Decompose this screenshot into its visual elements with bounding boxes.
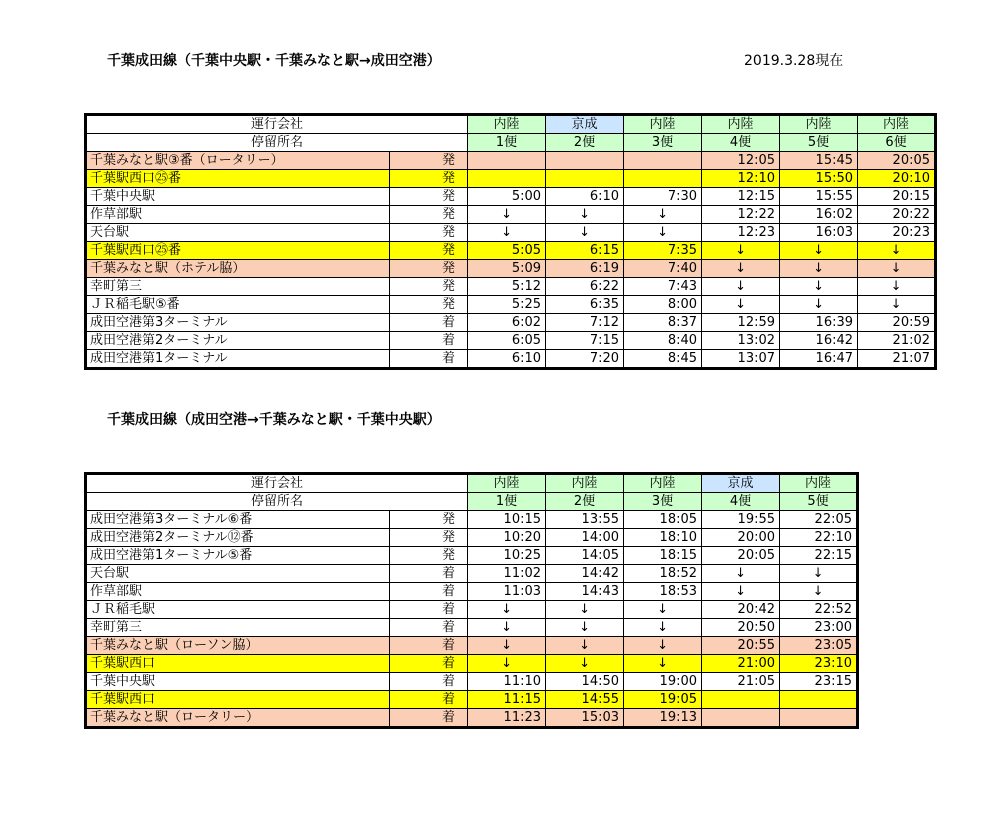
time-cell: 21:00	[702, 655, 780, 673]
time-cell: 11:15	[468, 691, 546, 709]
time-cell	[546, 170, 624, 188]
time-cell: 8:40	[624, 332, 702, 350]
table-row	[86, 332, 936, 350]
table-row	[86, 206, 936, 224]
time-cell: ↓	[780, 296, 858, 314]
time-cell: 6:10	[468, 350, 546, 369]
arrive-depart-mark: 発	[390, 511, 468, 529]
table-row	[86, 296, 936, 314]
table-row	[86, 242, 936, 260]
time-cell: 12:59	[702, 314, 780, 332]
time-cell: ↓	[468, 655, 546, 673]
stop-name: 作草部駅	[86, 583, 390, 601]
time-cell: 22:05	[780, 511, 858, 529]
time-cell: 12:15	[702, 188, 780, 206]
time-cell: 10:20	[468, 529, 546, 547]
as-of-date: 2019.3.28現在	[744, 53, 844, 69]
time-cell: ↓	[624, 637, 702, 655]
time-cell: ↓	[624, 224, 702, 242]
time-cell	[780, 691, 858, 709]
time-cell: 5:09	[468, 260, 546, 278]
arrive-depart-mark: 発	[390, 547, 468, 565]
bin-cell: 5便	[780, 493, 858, 511]
arrive-depart-mark: 発	[390, 260, 468, 278]
stop-name: 成田空港第2ターミナル⑫番	[86, 529, 390, 547]
time-cell: ↓	[624, 206, 702, 224]
arrive-depart-mark: 着	[390, 655, 468, 673]
arrive-depart-mark: 発	[390, 224, 468, 242]
time-cell	[624, 152, 702, 170]
time-cell: 11:10	[468, 673, 546, 691]
bin-cell: 3便	[624, 134, 702, 152]
time-cell: 16:03	[780, 224, 858, 242]
bin-cell: 6便	[858, 134, 936, 152]
stop-name: 成田空港第3ターミナル⑥番	[86, 511, 390, 529]
stop-name: 千葉みなと駅（ローソン脇）	[86, 637, 390, 655]
table-row	[86, 170, 936, 188]
time-cell: 5:12	[468, 278, 546, 296]
header-company-label: 運行会社	[86, 115, 468, 134]
time-cell: 6:05	[468, 332, 546, 350]
arrive-depart-mark: 着	[390, 637, 468, 655]
time-cell: 13:02	[702, 332, 780, 350]
time-cell: 20:42	[702, 601, 780, 619]
time-cell: 18:15	[624, 547, 702, 565]
time-cell: ↓	[468, 637, 546, 655]
table-row	[86, 278, 936, 296]
company-cell: 内陸	[624, 474, 702, 493]
time-cell: ↓	[858, 260, 936, 278]
time-cell	[702, 709, 780, 728]
stop-name: 幸町第三	[86, 278, 390, 296]
arrive-depart-mark: 着	[390, 709, 468, 728]
time-cell: 18:53	[624, 583, 702, 601]
table-row	[86, 152, 936, 170]
company-cell: 京成	[546, 115, 624, 134]
time-cell: ↓	[624, 655, 702, 673]
time-cell: 20:00	[702, 529, 780, 547]
time-cell: 10:25	[468, 547, 546, 565]
time-cell: 23:10	[780, 655, 858, 673]
table-row	[86, 619, 858, 637]
arrive-depart-mark: 着	[390, 619, 468, 637]
time-cell: ↓	[858, 278, 936, 296]
time-cell: 22:15	[780, 547, 858, 565]
arrive-depart-mark: 着	[390, 565, 468, 583]
time-cell: 20:55	[702, 637, 780, 655]
company-cell: 内陸	[546, 474, 624, 493]
time-cell: 14:50	[546, 673, 624, 691]
stop-name: 成田空港第2ターミナル	[86, 332, 390, 350]
time-cell: ↓	[546, 619, 624, 637]
time-cell: 23:15	[780, 673, 858, 691]
time-cell: ↓	[702, 260, 780, 278]
header-row-company	[86, 474, 858, 493]
time-cell: ↓	[780, 260, 858, 278]
stop-name: 天台駅	[86, 565, 390, 583]
stop-name: ＪＲ稲毛駅	[86, 601, 390, 619]
time-cell: 5:00	[468, 188, 546, 206]
company-cell: 内陸	[468, 115, 546, 134]
stop-name: 成田空港第1ターミナル	[86, 350, 390, 369]
stop-name: 千葉中央駅	[86, 673, 390, 691]
time-cell: ↓	[546, 637, 624, 655]
table-row	[86, 350, 936, 369]
header-stop-label: 停留所名	[86, 134, 468, 152]
arrive-depart-mark: 発	[390, 296, 468, 314]
header-company-label: 運行会社	[86, 474, 468, 493]
arrive-depart-mark: 着	[390, 673, 468, 691]
stop-name: 成田空港第3ターミナル	[86, 314, 390, 332]
time-cell: 7:35	[624, 242, 702, 260]
time-cell: ↓	[702, 242, 780, 260]
table-row	[86, 511, 858, 529]
table-row	[86, 655, 858, 673]
time-cell: 12:23	[702, 224, 780, 242]
table-row	[86, 260, 936, 278]
time-cell: 15:45	[780, 152, 858, 170]
arrive-depart-mark: 着	[390, 583, 468, 601]
time-cell: ↓	[780, 565, 858, 583]
table-row	[86, 188, 936, 206]
company-cell: 京成	[702, 474, 780, 493]
time-cell: 6:35	[546, 296, 624, 314]
bin-cell: 5便	[780, 134, 858, 152]
time-cell: 16:42	[780, 332, 858, 350]
time-cell: ↓	[546, 206, 624, 224]
arrive-depart-mark: 着	[390, 691, 468, 709]
stop-name: 作草部駅	[86, 206, 390, 224]
table-row	[86, 709, 858, 728]
table-row	[86, 601, 858, 619]
company-cell: 内陸	[780, 115, 858, 134]
time-cell: 23:05	[780, 637, 858, 655]
stop-name: ＪＲ稲毛駅⑤番	[86, 296, 390, 314]
time-cell: 6:19	[546, 260, 624, 278]
time-cell: ↓	[468, 224, 546, 242]
time-cell: ↓	[702, 278, 780, 296]
time-cell: 7:15	[546, 332, 624, 350]
stop-name: 千葉駅西口	[86, 691, 390, 709]
time-cell: 18:52	[624, 565, 702, 583]
time-cell: 14:43	[546, 583, 624, 601]
time-cell: 15:03	[546, 709, 624, 728]
time-cell: 5:25	[468, 296, 546, 314]
time-cell: 20:23	[858, 224, 936, 242]
time-cell: 13:07	[702, 350, 780, 369]
arrive-depart-mark: 発	[390, 278, 468, 296]
time-cell: 12:10	[702, 170, 780, 188]
time-cell: 11:02	[468, 565, 546, 583]
time-cell: 6:02	[468, 314, 546, 332]
company-cell: 内陸	[702, 115, 780, 134]
company-cell: 内陸	[780, 474, 858, 493]
time-cell: ↓	[702, 296, 780, 314]
time-cell: ↓	[702, 583, 780, 601]
stop-name: 成田空港第1ターミナル⑤番	[86, 547, 390, 565]
time-cell: 5:05	[468, 242, 546, 260]
time-cell: 21:02	[858, 332, 936, 350]
timetable-title-inbound: 千葉成田線（成田空港→千葉みなと駅・千葉中央駅）	[107, 412, 441, 428]
bin-cell: 4便	[702, 493, 780, 511]
time-cell: 20:05	[858, 152, 936, 170]
bin-cell: 3便	[624, 493, 702, 511]
header-row-company	[86, 115, 936, 134]
stop-name: 幸町第三	[86, 619, 390, 637]
time-cell: ↓	[702, 565, 780, 583]
time-cell: 6:10	[546, 188, 624, 206]
stop-name: 千葉みなと駅（ホテル脇）	[86, 260, 390, 278]
time-cell: 6:15	[546, 242, 624, 260]
time-cell: 14:00	[546, 529, 624, 547]
time-cell: 8:37	[624, 314, 702, 332]
arrive-depart-mark: 着	[390, 332, 468, 350]
time-cell: 19:55	[702, 511, 780, 529]
time-cell: ↓	[546, 224, 624, 242]
time-cell: 22:10	[780, 529, 858, 547]
time-cell: ↓	[468, 601, 546, 619]
time-cell: ↓	[468, 619, 546, 637]
time-cell: 21:05	[702, 673, 780, 691]
header-row-bin	[86, 493, 858, 511]
header-row-bin	[86, 134, 936, 152]
time-cell: 20:50	[702, 619, 780, 637]
arrive-depart-mark: 発	[390, 529, 468, 547]
time-cell: 13:55	[546, 511, 624, 529]
arrive-depart-mark: 発	[390, 152, 468, 170]
time-cell: 11:03	[468, 583, 546, 601]
arrive-depart-mark: 発	[390, 242, 468, 260]
arrive-depart-mark: 着	[390, 350, 468, 369]
time-cell	[702, 691, 780, 709]
time-cell: 16:39	[780, 314, 858, 332]
company-cell: 内陸	[624, 115, 702, 134]
arrive-depart-mark: 発	[390, 188, 468, 206]
time-cell: 21:07	[858, 350, 936, 369]
bin-cell: 4便	[702, 134, 780, 152]
timetable-outbound	[84, 113, 937, 370]
table-row	[86, 565, 858, 583]
time-cell: 12:05	[702, 152, 780, 170]
company-cell: 内陸	[468, 474, 546, 493]
header-stop-label: 停留所名	[86, 493, 468, 511]
time-cell: 8:00	[624, 296, 702, 314]
time-cell: 19:00	[624, 673, 702, 691]
time-cell: 22:52	[780, 601, 858, 619]
table-row	[86, 224, 936, 242]
arrive-depart-mark: 発	[390, 170, 468, 188]
time-cell: 15:55	[780, 188, 858, 206]
time-cell: ↓	[624, 601, 702, 619]
time-cell: 16:02	[780, 206, 858, 224]
time-cell: 6:22	[546, 278, 624, 296]
time-cell: 12:22	[702, 206, 780, 224]
time-cell: 11:23	[468, 709, 546, 728]
time-cell: 18:10	[624, 529, 702, 547]
time-cell	[546, 152, 624, 170]
time-cell: ↓	[624, 619, 702, 637]
stop-name: 千葉みなと駅③番（ロータリー）	[86, 152, 390, 170]
time-cell: 7:40	[624, 260, 702, 278]
time-cell: 14:05	[546, 547, 624, 565]
time-cell: 20:15	[858, 188, 936, 206]
time-cell	[468, 152, 546, 170]
time-cell: ↓	[780, 278, 858, 296]
bin-cell: 2便	[546, 493, 624, 511]
time-cell: 7:12	[546, 314, 624, 332]
arrive-depart-mark: 発	[390, 206, 468, 224]
time-cell	[468, 170, 546, 188]
time-cell: 7:43	[624, 278, 702, 296]
time-cell: 19:05	[624, 691, 702, 709]
time-cell	[624, 170, 702, 188]
time-cell: 8:45	[624, 350, 702, 369]
time-cell: ↓	[780, 583, 858, 601]
time-cell: 20:05	[702, 547, 780, 565]
time-cell: 14:42	[546, 565, 624, 583]
company-cell: 内陸	[858, 115, 936, 134]
timetable-title-outbound: 千葉成田線（千葉中央駅・千葉みなと駅→成田空港）	[107, 53, 441, 69]
time-cell: 23:00	[780, 619, 858, 637]
stop-name: 天台駅	[86, 224, 390, 242]
stop-name: 千葉中央駅	[86, 188, 390, 206]
table-row	[86, 673, 858, 691]
stop-name: 千葉駅西口㉕番	[86, 242, 390, 260]
arrive-depart-mark: 着	[390, 601, 468, 619]
time-cell	[780, 709, 858, 728]
table-row	[86, 691, 858, 709]
table-row	[86, 314, 936, 332]
timetable-inbound	[84, 472, 859, 729]
bin-cell: 1便	[468, 493, 546, 511]
time-cell: ↓	[780, 242, 858, 260]
table-row	[86, 547, 858, 565]
time-cell: 16:47	[780, 350, 858, 369]
stop-name: 千葉駅西口㉕番	[86, 170, 390, 188]
table-row	[86, 583, 858, 601]
time-cell: ↓	[546, 655, 624, 673]
stop-name: 千葉みなと駅（ロータリー）	[86, 709, 390, 728]
bin-cell: 2便	[546, 134, 624, 152]
time-cell: 20:10	[858, 170, 936, 188]
bin-cell: 1便	[468, 134, 546, 152]
time-cell: 7:20	[546, 350, 624, 369]
time-cell: 19:13	[624, 709, 702, 728]
stop-name: 千葉駅西口	[86, 655, 390, 673]
arrive-depart-mark: 着	[390, 314, 468, 332]
time-cell: 14:55	[546, 691, 624, 709]
table-row	[86, 637, 858, 655]
time-cell: ↓	[858, 296, 936, 314]
time-cell: ↓	[858, 242, 936, 260]
time-cell: 15:50	[780, 170, 858, 188]
time-cell: 20:22	[858, 206, 936, 224]
time-cell: 10:15	[468, 511, 546, 529]
time-cell: ↓	[546, 601, 624, 619]
time-cell: 18:05	[624, 511, 702, 529]
time-cell: 7:30	[624, 188, 702, 206]
table-row	[86, 529, 858, 547]
time-cell: 20:59	[858, 314, 936, 332]
time-cell: ↓	[468, 206, 546, 224]
